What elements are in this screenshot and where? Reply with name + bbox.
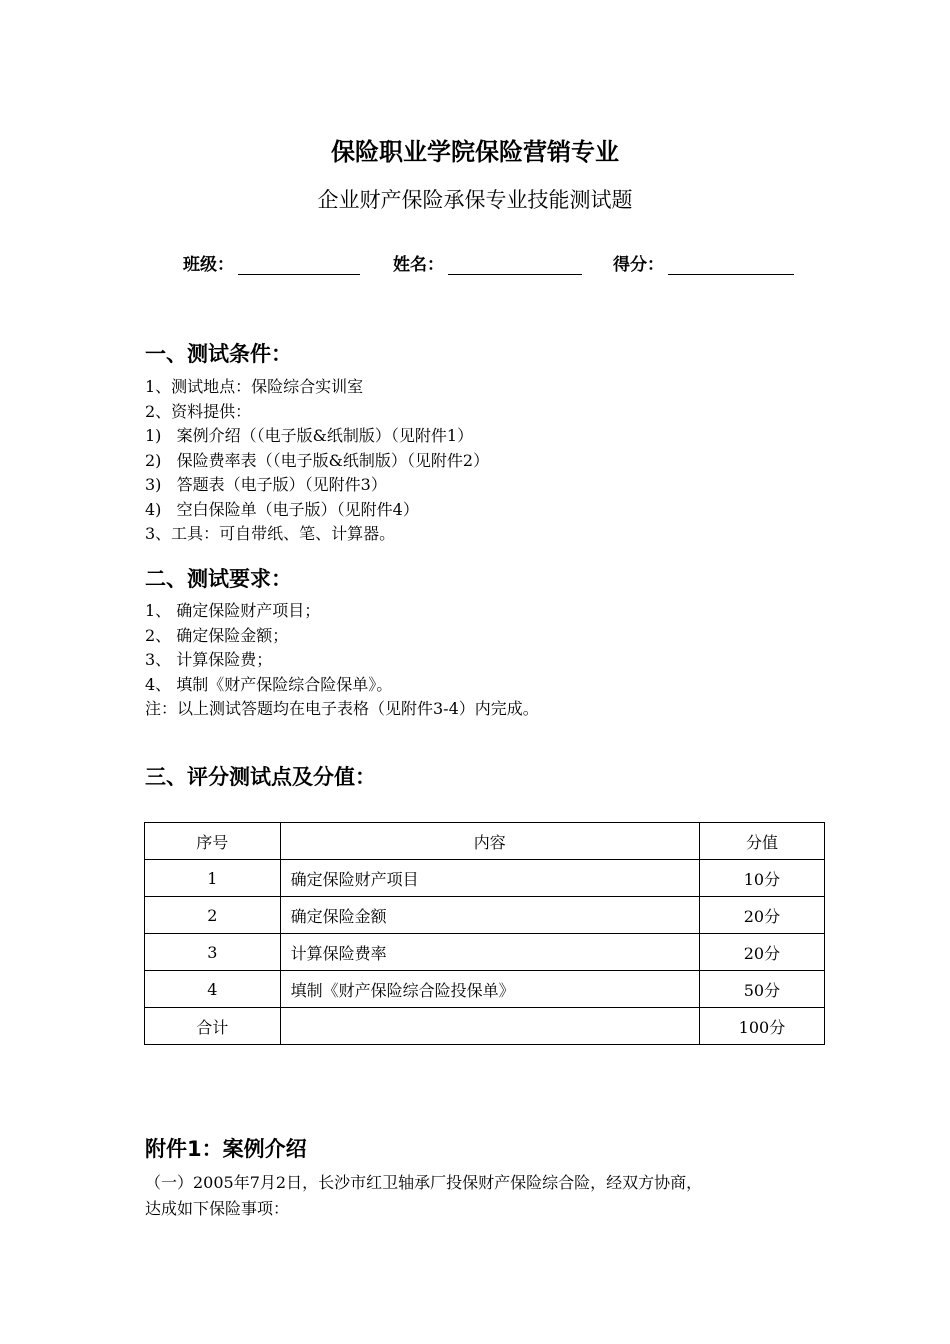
table-cell: 3 <box>145 934 281 971</box>
table-cell: 确定保险金额 <box>280 897 699 934</box>
score-blank[interactable] <box>668 256 794 275</box>
conditions-list <box>145 375 489 547</box>
name-label: 姓名： <box>393 255 444 275</box>
table-cell: 填制《财产保险综合险投保单》 <box>280 971 699 1008</box>
table-cell: 1 <box>145 860 281 897</box>
table-cell: 4 <box>145 971 281 1008</box>
class-label: 班级： <box>183 255 234 275</box>
table-row <box>145 934 825 971</box>
score-field <box>613 250 794 275</box>
section-heading-requirements: 二、测试要求： <box>145 567 292 591</box>
table-row <box>145 971 825 1008</box>
header-cell: 分值 <box>699 823 824 860</box>
header-cell: 序号 <box>145 823 281 860</box>
table-cell: 20分 <box>699 897 824 934</box>
table-cell: 确定保险财产项目 <box>280 860 699 897</box>
name-blank[interactable] <box>448 256 582 275</box>
table-header-row <box>145 823 825 860</box>
table-cell: 20分 <box>699 934 824 971</box>
document-subtitle: 企业财产保险承保专业技能测试题 <box>317 188 633 212</box>
paragraph-line: （一）2005年7月2日，长沙市红卫轴承厂投保财产保险综合险，经双方协商， <box>145 1173 703 1192</box>
table-total-row <box>145 1008 825 1045</box>
header-cell: 内容 <box>280 823 699 860</box>
class-field <box>183 250 360 275</box>
paragraph-line: 达成如下保险事项： <box>145 1199 290 1218</box>
attachment-heading: 附件1：案例介绍 <box>145 1137 307 1161</box>
class-blank[interactable] <box>238 256 360 275</box>
list-item: 4、 填制《财产保险综合险保单》。 <box>145 674 393 694</box>
section-heading-scoring: 三、评分测试点及分值： <box>145 765 376 789</box>
list-item: 4) 空白保险单（电子版）（见附件4） <box>145 499 419 519</box>
table-cell: 2 <box>145 897 281 934</box>
table-cell: 计算保险费率 <box>280 934 699 971</box>
table-cell: 100分 <box>699 1008 824 1045</box>
document-title: 保险职业学院保险营销专业 <box>331 138 619 166</box>
scoring-table <box>144 822 825 1045</box>
list-item: 2) 保险费率表（（电子版&纸制版）（见附件2） <box>145 450 490 470</box>
table-cell: 50分 <box>699 971 824 1008</box>
table-cell: 合计 <box>145 1008 281 1045</box>
case-paragraph <box>145 1170 835 1222</box>
table-row <box>145 860 825 897</box>
requirements-list <box>145 599 539 722</box>
list-item: 1) 案例介绍（（电子版&纸制版）（见附件1） <box>145 426 474 445</box>
list-item: 3、 计算保险费； <box>145 650 273 669</box>
name-field <box>393 250 582 275</box>
list-item: 3) 答题表（电子版）（见附件3） <box>145 475 387 494</box>
list-item: 注：以上测试答题均在电子表格（见附件3-4）内完成。 <box>145 699 539 718</box>
list-item: 3、工具：可自带纸、笔、计算器。 <box>145 524 396 543</box>
score-label: 得分： <box>613 255 664 275</box>
list-item: 2、资料提供： <box>145 401 252 421</box>
list-item: 1、测试地点：保险综合实训室 <box>145 377 364 396</box>
table-row <box>145 897 825 934</box>
table-cell: 10分 <box>699 860 824 897</box>
list-item: 2、 确定保险金额； <box>145 625 289 645</box>
table-cell <box>280 1008 699 1045</box>
section-heading-conditions: 一、测试条件： <box>145 342 292 366</box>
list-item: 1、 确定保险财产项目； <box>145 601 321 620</box>
